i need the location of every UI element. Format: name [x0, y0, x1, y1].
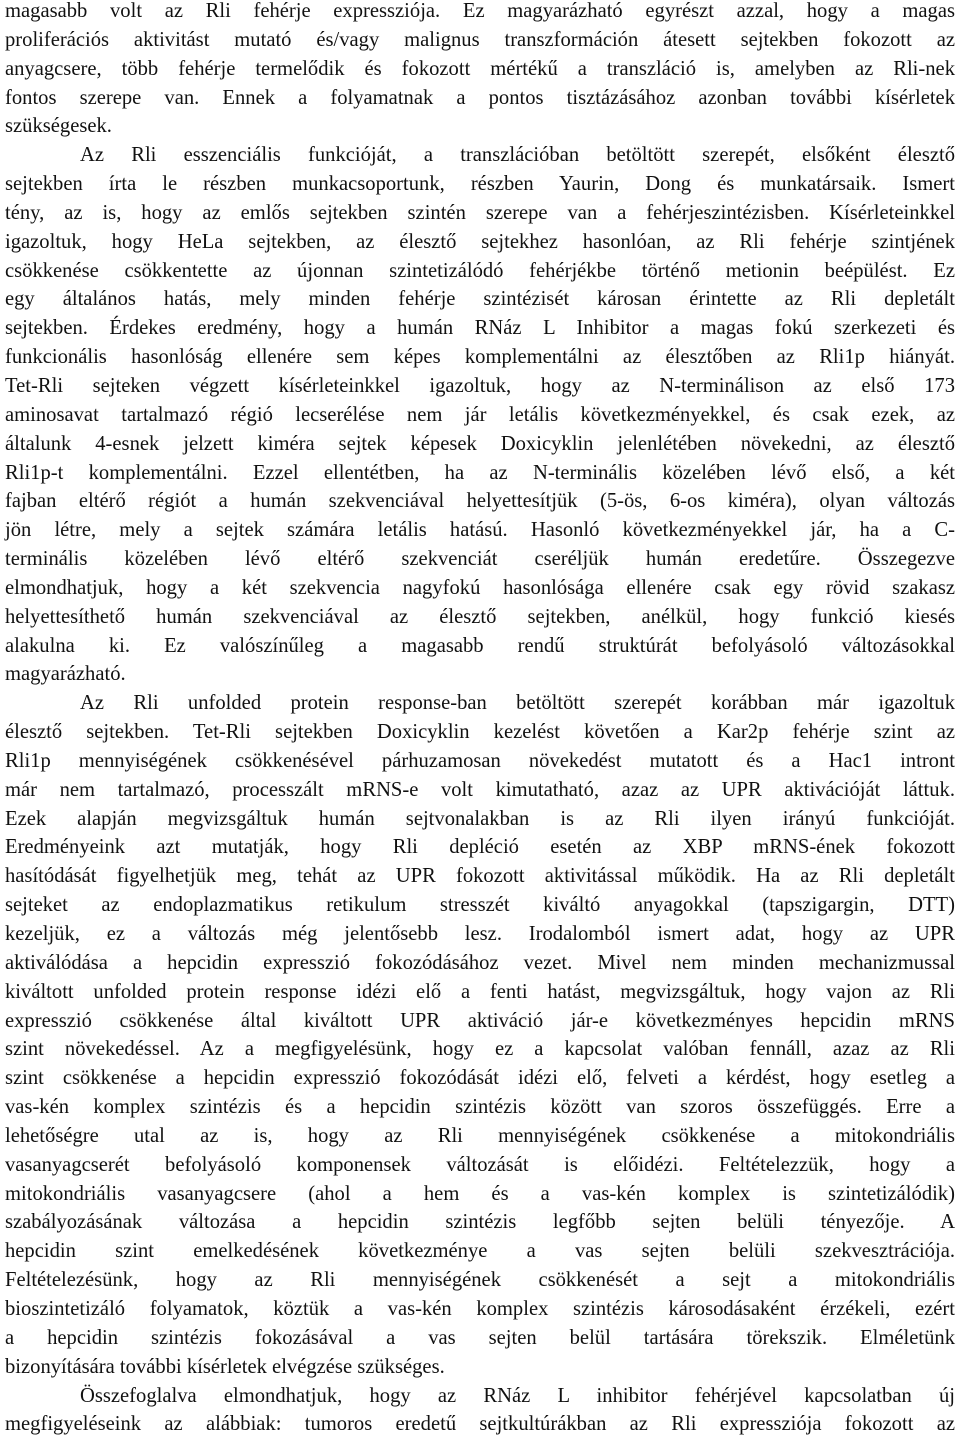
- text-line: szükségesek.: [5, 115, 112, 138]
- text-line: csökkenése csökkentette az újonnan szintetizálódó fehérjékbe történő metionin beépülést. Ez: [5, 259, 955, 282]
- text-line: hepcidin szint emelkedésének következménye a vas sejten belüli szekvesztrációja.: [5, 1240, 955, 1263]
- text-line: bioszintetizáló folyamatok, köztük a vas-kén komplex szintézis károsodásaként érzékeli, ezért: [5, 1297, 955, 1320]
- text-line: Rli1p-t komplementálni. Ezzel ellentétben, ha az N-terminális közelében lévő első, a két: [5, 461, 955, 484]
- text-line: egy általános hatás, mely minden fehérje szintézisét károsan érintette az Rli depletált: [5, 288, 955, 311]
- text-line: helyettesíthető humán szekvenciával az élesztő sejtekben, anélkül, hogy funkció kiesés: [5, 605, 955, 628]
- text-line: anyagcsere, több fehérje termelődik és fokozott mértékű a transzláció is, amelyben az Rli-nek: [5, 57, 955, 80]
- text-line: Rli1p mennyiségének csökkenésével párhuzamosan növekedést mutatott és a Hac1 intront: [5, 749, 955, 772]
- text-line: vas-kén komplex szintézis és a hepcidin szintézis között van szoros összefüggés. Erre a: [5, 1096, 955, 1119]
- text-line: szint növekedéssel. Az a megfigyelésünk, hogy ez a kapcsolat valóban fennáll, azaz az Rli: [5, 1038, 955, 1061]
- text-line: Az Rli unfolded protein response-ban betöltött szerepét korábban már igazoltuk: [80, 692, 955, 715]
- text-line: Az Rli esszenciális funkcióját, a transzlációban betöltött szerepét, elsőként élesztő: [80, 144, 955, 167]
- text-line: bizonyítására további kísérletek elvégzése szükséges.: [5, 1355, 445, 1378]
- text-line: Feltételezésünk, hogy az Rli mennyiségének csökkenését a sejt a mitokondriális: [5, 1269, 955, 1292]
- text-line: vasanyagcserét befolyásoló komponensek változását is előidézi. Feltételezzük, hogy a: [5, 1153, 955, 1176]
- text-line: általunk 4-esnek jelzett kiméra sejtek képesek Doxicyklin jelenlétében növekedni, az élesztő: [5, 432, 955, 455]
- text-line: alakulna ki. Ez valószínűleg a magasabb rendű struktúrát befolyásoló változásokkal: [5, 634, 955, 657]
- text-line: magasabb volt az Rli fehérje expressziója. Ez magyarázható egyrészt azzal, hogy a magas: [5, 0, 955, 22]
- text-line: sejtekben írta le részben munkacsoportunk, részben Yaurin, Dong és munkatársaik. Ismert: [5, 173, 955, 196]
- text-line: kezeljük, ez a változás még jelentősebb lesz. Irodalomból ismert adat, hogy az UPR: [5, 923, 955, 945]
- text-line: Tet-Rli sejteken végzett kísérleteinkkel igazoltuk, hogy az N-terminálison az első 173: [5, 374, 955, 397]
- text-line: expresszió csökkenése által kiváltott UPR aktiváció jár-e következményes hepcidin mRNS: [5, 1009, 955, 1032]
- document-page: [5, 0, 955, 1439]
- text-line: lehetőségre utal az is, hogy az Rli mennyiségének csökkenése a mitokondriális: [5, 1124, 955, 1147]
- paragraph: [5, 0, 955, 141]
- text-line: tény, az is, hogy az emlős sejtekben szintén szerepe van a fehérjeszintézisben. Kísérleteinkkel: [5, 201, 955, 224]
- text-line: sejtekben. Érdekes eredmény, hogy a humán RNáz L Inhibitor a magas fokú szerkezeti és: [5, 317, 955, 340]
- text-line: szint csökkenése a hepcidin expresszió fokozódását idézi elő, felveti a kérdést, hogy esetleg a: [5, 1067, 955, 1090]
- text-line: szabályozásának változása a hepcidin szintézis legfőbb sejten belüli tényezője. A: [5, 1211, 955, 1234]
- text-line: Eredményeink azt mutatják, hogy Rli depléció esetén az XBP mRNS-ének fokozott: [5, 836, 955, 859]
- text-line: élesztő sejtekben. Tet-Rli sejtekben Doxicyklin kezelést követően a Kar2p fehérje szint az: [5, 721, 955, 744]
- text-line: kiváltott unfolded protein response idézi elő a fenti hatást, megvizsgáltuk, hogy vajon az Rli: [5, 980, 955, 1003]
- text-line: magyarázható.: [5, 663, 126, 686]
- text-line: aktiválódása a hepcidin expresszió fokozódásához vezet. Mivel nem minden mechanizmussal: [5, 951, 955, 974]
- text-line: fontos szerepe van. Ennek a folyamatnak a pontos tisztázásához azonban további kísérletek: [5, 86, 955, 109]
- text-line: elmondhatjuk, hogy a két szekvencia nagyfokú hasonlósága ellenére csak egy rövid szakasz: [5, 576, 955, 599]
- text-line: Ezek alapján megvizsgáltuk humán sejtvonalakban is az Rli ilyen irányú funkcióját.: [5, 807, 955, 830]
- text-line: mitokondriális vasanyagcsere (ahol a hem és a vas-kén komplex is szintetizálódik): [5, 1182, 955, 1205]
- text-line: proliferációs aktivitást mutató és/vagy malignus transzformáción átesett sejtekben fokozott az: [5, 28, 955, 51]
- paragraph: [5, 689, 955, 1381]
- paragraph: [5, 141, 955, 689]
- text-line: fajban eltérő régiót a humán szekvenciával helyettesítjük (5-ös, 6-os kiméra), olyan változás: [5, 490, 955, 513]
- text-line: aminosavat tartalmazó régió lecserélése nem jár letális következményekkel, és csak ezek, az: [5, 403, 955, 426]
- text-line: terminális közelében lévő eltérő szekvenciát cseréljük humán eredetűre. Összegezve: [5, 548, 955, 571]
- text-line: jön létre, mely a sejtek számára letális hatású. Hasonló következményekkel jár, ha a C-: [5, 519, 955, 542]
- text-line: igazoltuk, hogy HeLa sejtekben, az élesztő sejtekhez hasonlóan, az Rli fehérje szintjének: [5, 230, 955, 253]
- paragraph: [5, 1382, 955, 1440]
- text-line: funkcionális hasonlóság ellenére sem képes komplementálni az élesztőben az Rli1p hiányát.: [5, 346, 955, 369]
- text-line: a hepcidin szintézis fokozásával a vas sejten belül tartására törekszik. Elméletünk: [5, 1326, 955, 1349]
- text-line: Összefoglalva elmondhatjuk, hogy az RNáz L inhibitor fehérjével kapcsolatban új: [80, 1384, 955, 1407]
- text-line: sejteket az endoplazmatikus retikulum stresszét kiváltó anyagokkal (tapszigargin, DTT): [5, 894, 955, 917]
- text-line: megfigyeléseink az alábbiak: tumoros eredetű sejtkultúrákban az Rli expressziója fokozott az: [5, 1413, 955, 1436]
- text-line: már nem tartalmazó, processzált mRNS-e volt kimutatható, azaz az UPR aktivációját láttuk.: [5, 778, 955, 801]
- text-line: hasítódását figyelhetjük meg, tehát az UPR fokozott aktivitással működik. Ha az Rli depletált: [5, 865, 955, 888]
